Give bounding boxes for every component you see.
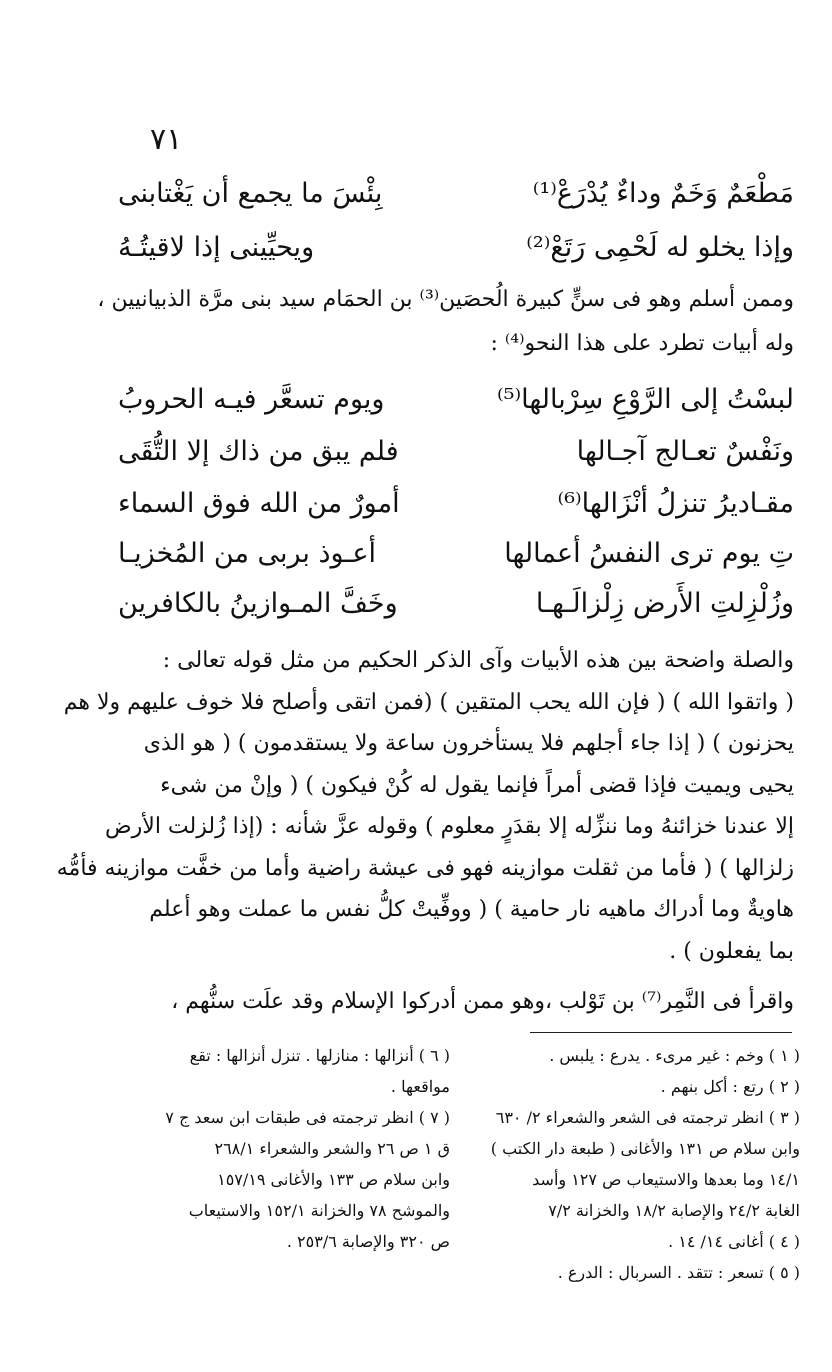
text-line: ( واتقوا الله ) ( فإن الله يحب المتقين ) (فمن اتقى وأصلح فلا خوف عليهم ولا هم [63, 689, 794, 715]
hemistich-second: تِ يوم ترى النفسُ أعمالها [504, 538, 794, 569]
footnote-line: ( ٢ ) رتع : أكل بنهم . [660, 1077, 800, 1096]
footnote-line: ( ٤ ) أغانى ١٤/ ١٤ . [668, 1232, 800, 1251]
hemistich-second: وزُلْزِلتِ الأَرض زِلْزالَـهـا [535, 588, 794, 619]
hemistich-second: لبسْتُ إلى الرَّوْعِ سِرْبالها⁽⁵⁾ [497, 384, 794, 415]
footnote-line: ( ٦ ) أنزالها : منازلها . تنزل أنزالها : تقع [189, 1046, 450, 1065]
text-line: بما يفعلون ) . [669, 938, 794, 964]
hemistich-first: ويحيِّينى إذا لاقيتُـهُ [118, 232, 315, 263]
quran-paragraph [56, 640, 794, 972]
text-line: يحزنون ) ( إذا جاء أجلهم فلا يستأخرون ساعة ولا يستقدمون ) ( هو الذى [143, 731, 794, 756]
hemistich-second: مَطْعَمٌ وَخَمٌ وداءٌ يُدْرَعْ⁽¹⁾ [532, 178, 794, 209]
footnote-separator [530, 1032, 792, 1033]
verse-line-4 [118, 426, 794, 478]
footnote-line: ق ١ ص ٢٦ والشعر والشعراء ٢٦٨/١ [214, 1139, 450, 1158]
footnote-line: ( ٣ ) انظر ترجمته فى الشعر والشعراء ٢/ ٦٣٠ [495, 1108, 800, 1127]
text-line: واقرأ فى النَّمِر⁽⁷⁾ بن تَوْلب ،وهو ممن أدركوا الإسلام وقد علَت سنُّهم ، [171, 989, 794, 1014]
verse-line-6 [118, 528, 794, 580]
hemistich-first: فلم يبق من ذاك إلا التُّقَى [118, 436, 399, 467]
hemistich-second: ونَفْسٌ تعـالج آجـالها [576, 436, 794, 467]
text-line: وممن أسلم وهو فى سنٍّ كبيرة الُحصَين⁽³⁾ بن الحمَام سيد بنى مرَّة الذبيانيين ، [97, 287, 794, 312]
hemistich-first: ويوم تسعَّر فيـه الحروبُ [118, 384, 385, 415]
verse-line-5 [118, 478, 794, 530]
hemistich-first: بِئْسَ ما يجمع أن يَغْتابنى [118, 178, 383, 209]
page-number: ٧١ [150, 122, 183, 157]
hemistich-second: مقـاديرُ تنزلُ أنْزَالها⁽⁶⁾ [557, 488, 794, 519]
footnotes-right-column [482, 1040, 800, 1288]
footnote-line: الغابة ٢٤/٢ والإصابة ١٨/٢ والخزانة ٧/٢ [548, 1201, 800, 1220]
footnote-line: وابن سلام ص ١٣١ والأغانى ( طبعة دار الكتب ) [490, 1139, 800, 1158]
footnote-line: وابن سلام ص ١٣٣ والأغانى ١٥٧/١٩ [217, 1170, 450, 1189]
footnote-line: والموشح ٧٨ والخزانة ١٥٢/١ والاستيعاب [188, 1201, 450, 1220]
verse-line-3 [118, 374, 794, 426]
text-line: هاويةٌ وما أدراك ماهيه نار حامية ) ( ووفِّيتْ كلُّ نفس ما عملت وهو أعلم [149, 897, 794, 922]
verse-line-7 [118, 578, 794, 630]
footnotes-left-column [128, 1040, 450, 1257]
footnote-line: ص ٣٢٠ والإصابة ٢٥٣/٦ . [286, 1232, 450, 1251]
footnote-line: ١٤/١ وما بعدها والاستيعاب ص ١٢٧ وأسد [532, 1170, 800, 1189]
verse-line-1 [118, 168, 794, 220]
footnote-line: مواقعها . [390, 1077, 450, 1096]
closing-paragraph [118, 982, 794, 1022]
hemistich-first: وخَفَّ المـوازينُ بالكافرين [118, 588, 398, 619]
text-line: يحيى ويميت فإذا قضى أمراً فإنما يقول له كُنْ فيكون ) ( وإنْ من شىء [160, 772, 794, 798]
text-line: إلا عندنا خزائنهُ وما ننزِّله إلا بقدَرٍ معلوم ) وقوله عزَّ شأنه : (إذا زُلزلت الأرض [105, 814, 794, 839]
hemistich-first: أعـوذ بربى من المُخزيـا [118, 538, 377, 569]
text-line: زلزالها ) ( فأما من ثقلت موازينه فهو فى عيشة راضية وأما من خفَّت موازينه فأمُّه [56, 855, 794, 881]
footnote-line: ( ١ ) وخم : غير مرىء . يدرع : يلبس . [549, 1046, 800, 1065]
footnote-line: ( ٧ ) انظر ترجمته فى طبقات ابن سعد ج ٧ [165, 1108, 450, 1127]
footnote-line: ( ٥ ) تسعر : تتقد . السربال : الدرع . [557, 1263, 800, 1282]
hemistich-second: وإذا يخلو له لَحْمِى رَتَعْ⁽²⁾ [526, 232, 794, 263]
intro-paragraph [97, 278, 794, 366]
text-line: وله أبيات تطرد على هذا النحو⁽⁴⁾ : [490, 331, 794, 356]
text-line: والصلة واضحة بين هذه الأبيات وآى الذكر الحكيم من مثل قوله تعالى : [162, 648, 794, 673]
hemistich-first: أمورٌ من الله فوق السماء [118, 488, 400, 519]
verse-line-2 [118, 222, 794, 274]
